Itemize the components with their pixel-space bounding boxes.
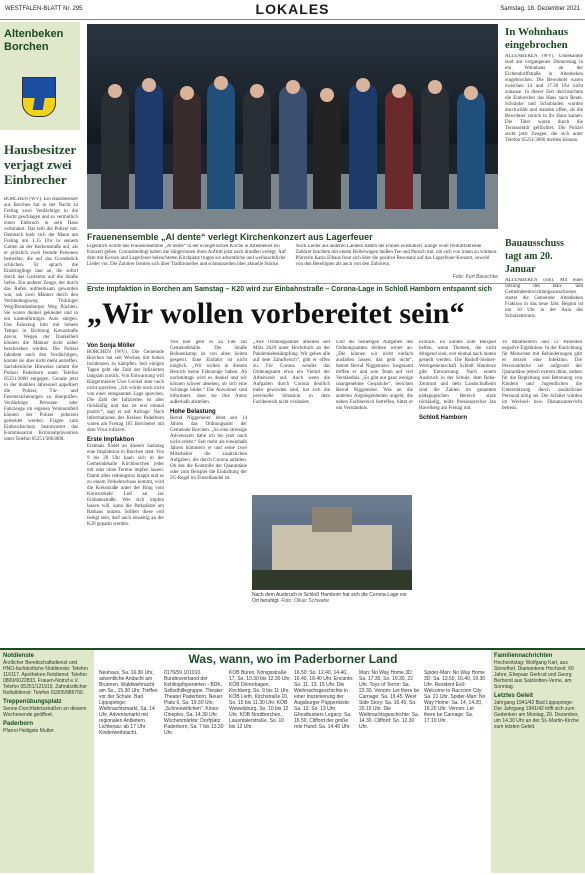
listing-entry: Hochzeitstag: Wolfgang Karl, aus Stovelhof, Diamantene Hochzeit: 60 Jahre, Ehepaar Gertrud und Georg Berhorst aus Salzkotten-Verne, am Sonntag. <box>494 660 574 690</box>
story-headline: „Wir wollen vorbereitet sein“ <box>87 297 465 330</box>
hamborn-photo-credit: Foto: Oliver Schwabe <box>281 598 329 604</box>
right-listings <box>491 650 585 873</box>
photo-caption <box>87 232 498 280</box>
story-column-5 <box>419 340 496 640</box>
story-column-3 <box>253 340 330 490</box>
byline: Von Sonja Möller <box>87 343 136 349</box>
listings-column-6: Spider-Man: No Way Home 3D: Sa. 13.50, 16.40, 19.30 Uhr. Resident Evil: Welcome to Raccoon City: Sa. 21 Uhr. Spider-Man: No Way Home: Sa. 14, 14.20, 16.20 Uhr. Venom: Let there be Carnage: Sa. 17.10 Uhr. <box>424 670 486 724</box>
listings-column-2: 0176/59 101010. Bundesverband der Kehlkopfoperierten - BDK, Selbsthilfegruppe. Theater: Theater Paderborn, Neuer Platz 6, Sa. 19.30 Uhr, „Schneewittchen“. Kinos: Cineplex, Sa. 14.30 Uhr. Wochenmärkte: Dorfplatz Paderborn, Sa. 7 bis 13.30 Uhr. <box>164 670 224 736</box>
listing-entry: Senne-Durchfahrtsstraßen an diesem Wochenende geöffnet. <box>3 706 87 718</box>
listings-column-1: Neuhaus, Sa. 16.30 Uhr, adventliche Andacht am Brunnen. Waldweihnacht am So., 15.30 Uhr. Treffen vor der Schule. Bad Lippspringe: Weihnachtsmarkt, Sa. 14 Uhr, Adventsmarkt mit regionalen Anbietern. Lichtenau: ab 17 Uhr Kinderweihnacht. <box>99 670 158 736</box>
right-headline-1: In Wohnhaus eingebrochen <box>505 26 569 51</box>
page-header <box>0 0 585 20</box>
listings-column-5: Man: No Way Home 3D: Sa. 17.30, So. 19.30, 22 Uhr. Toys of Terror: Sa. 23.30. Venom: Let there be Carnage: Sa. 19.45. West Side Story: Sa. 16.45, So. 20.15 Uhr. Die Weihnachtsgeschichte: Sa. 14.30. Clifford: So. 12.30 Uhr. <box>359 670 420 730</box>
listings-column-4: 16.50: So. 12.40, 14.40, 16.40, 18.40 Uhr. Encanto: So. 11, 13, 15 Uhr. Die Weihnachsgeschichte in einer Inszenierung der Augsburger Puppenkiste: Sa. 13: So. 13 Uhr. Ghostbusters Legacy: Sa. 16.50. Clifford der große rote Hund: Sa. 14.40 Uhr. <box>294 670 354 730</box>
story-column-2 <box>170 340 247 640</box>
ensemble-photo <box>87 24 498 229</box>
sidebar-headline: Hausbesitzer verjagt zwei Einbrecher <box>4 142 76 187</box>
hamborn-photo <box>252 495 412 590</box>
right-headline-2: Bauausschuss tagt am 20. Januar <box>505 238 564 275</box>
right-article-2: ALTENBEKEN (om). Mit einer Sitzung des Bau- und Gemeindeentwicklungsausschusses startet die Gemeinde Altenbeken Fraktion in das neue Jahr. Beginn ist um 18 Uhr in der Aula des Schulzentrums. <box>505 278 583 319</box>
story-text-4: Bernd Niggemeier leitet seit 14 Jahren das Ordnungsamt der Gemeinde Borchen. „So eine stressige Adventszeit habe ich bis jetzt noch nicht erlebt.“ Seit mehr als eineinhalb Jahren kümmern er und seine zwei Mitarbeiter die zusätzlichen Aufgaben, die durch Corona anfallen. Ob das die Kontrolle der Quarantäne oder zum Beispiel die Einhaltung der 2G-Regel im Einzelhandel ist. <box>170 416 247 481</box>
story-text-1: BORCHEN (WV). Die Gemeinde Borchen hat seit Wochen mit hohen Inzidenzen zu kämpfen. Seit einigen Tagen geht die Zahl der Infizierten langsam zurück. Von Entwarnung will Bürgermeister Uwe Gockel aber noch nicht sprechen. „Ich würde noch nicht von einer entspannten Lage sprechen. Die Zahl der Infizierten ist aber rückläufig und das ist erst einmal positiv“, sagt er auf Anfrage. Nach Informationen des Kreises Paderborn waren am Freitag 105 Borchener mit dem Virus infiziert. <box>87 350 164 433</box>
sidebar-article-text: BORCHEN (WV). Ein Hausbesitzer aus Borchen hat in der Nacht zu Freitag zwei Verdächtige in die Flucht geschlagen und so vermutlich einen Einbruch in sein Haus verhindert. Das teilt die Polizei mit. Demnach hielt sich der Mann am Freitag um 1.15 Uhr in seinem Garten an der Kerkenstraße auf, als er plötzlich zwei fremde Personen bemerkte, die auf das Grundstück schlichen. Er sprach die Eindringlinge laut an, die sofort durch das Gartentor auf die Straße liefen. Ein anderer Zeuge, der durch das Rufen aufmerksam geworden war, sah zwei Männer durch den Verbindungsweg Thüringer Weg/Brandenburger Weg flüchten. Sie waren dunkel gekleidet und in ein kastenförmiges Auto stiegen. Das Fahrzeug fuhr mit hohem Tempo in Richtung Kreuzstraße davon. Wegen der Dunkelheit können die Männer nicht näher beschrieben werden. Die Polizei fahndete nach den Verdächtigen, konnte sie aber nicht mehr antreffen. Sachdienliche Hinweise nimmt die Polizei Paderborn unter Telefon 05251/3060 entgegen. Gerade jetzt in der dunklen Jahreszeit appelliert die Polizei, Tür- und Fenstersicherungen zu überprüfen. Verdächtige Personen oder Fahrzeuge im eigenen Wohnumfeld können der Polizei jederzeit gemeldet werden. Fragen zum Einbruchschutz beantwortet das Kommissariat Kriminalprävention unter Telefon 05251/3063000. <box>4 197 78 442</box>
coat-of-arms-icon <box>22 77 56 117</box>
place-names: Altenbeken Borchen <box>4 28 64 53</box>
listing-category: Treppenübungsplatz <box>3 699 62 705</box>
listings-title: Was, wann, wo im Paderborner Land <box>188 652 398 666</box>
story-column-4 <box>336 340 413 490</box>
left-sidebar <box>0 22 80 632</box>
subhead-hamborn: Schloß Hamborn <box>419 415 468 421</box>
left-listings <box>0 650 94 873</box>
issue-date: Samstag, 18. Dezember 2021 <box>500 6 580 12</box>
photo-credit: Foto: Kurt Bauschke <box>452 274 498 280</box>
story-text-7: Einfach. Es könnte zum Beispiel helfen, wenn Themen, die nicht dringend sind, erst einmal nach hinten gestellt werden. Die Rudolf-Steiner-Werkgemeinschaft Schloß Hamborn gibt Entwarnung: Nach einem Ausbruch in der Schule, dem Reha-Zentrum und dem Landschulheim sind die Zahlen im gesamten pädagogischen Bereich stark rückläufig, teilte Pressesprecher Jan Havelberg am Freitag mit. <box>419 340 496 411</box>
subhead-belastung: Hohe Belastung <box>170 409 216 415</box>
hamborn-photo-caption <box>252 592 412 604</box>
listing-category: Paderborn <box>3 721 34 727</box>
listing-category: Familiennachrichten <box>494 653 553 659</box>
story-column-6 <box>502 340 582 640</box>
story-text-5: „Alle Ordnungsämter arbeiten seit März 2020 unter Hochdruck an der Pandemiebekämpfung. Wir gehen alle auf dem Zahnfleisch“, gibt er offen zu. Für Corona wendet das Ordnungsamt etwa ein Viertel der Arbeitszeit auf. Auch wenn die Aufgaben durch Corona deutlich mehr geworden sind, hat sich die personelle Situation in dem Fachbereich nicht verändert. <box>253 340 330 405</box>
listing-entry: Pfarrei Heiligste Mutter. <box>3 728 55 734</box>
story-text-8: 16 Mitarbeitern und 12 Patienten negative Ergebnisse. In der Einrichtung für Menschen mit Behinderungen gibt es derzeit eine Infektion. Die Personaldecke sei aufgrund der Quarantäne jedoch extrem dünn, sodass für die Begleitung und Betreuung von Kindern und Jugendlichen die Unterstützung durch zusätzliches Personal nötig sei. Die Schüler würden im Wechsel- bzw. Distanzunterricht betreut. <box>502 340 582 411</box>
listing-entry: Ärztlicher Bereitschaftsdienst und HNO-fachärztliche Notdienste: Telefon 116117. Apotheken-Notdienst: Telefon 0800/0022833. Frauen-Notruf e.V. Telefon 05251/121919. Zahnärztlicher Notfalldienst: Telefon 01805/986700. <box>3 660 88 696</box>
story-text-2: Erstmals findet an diesem Samstag eine Impfaktion in Borchen statt. Von 9 bis 20 Uhr kann sich in der Gemeindehalle Kirchborchen jeder mit oder ohne Termin impfen lassen. Damit alles reibungslos klappt und es zu einem Verkehrschaos kommt, wird die Kreisstraße unter der Brug vom Kreisverkehr Lidl an zur Einbahnstraße. Wer sich impfen lassen will, kann die Parkplätze am Rathaus nutzen. Sollten diese voll belegt sein, darf auch einseitig an der K20 geparkt werden. <box>87 444 164 527</box>
section-title: LOKALES <box>255 1 330 17</box>
caption-text: Eigentlich wollte das Frauenensemble „Al dente“ in der evangelischen Kirche in Altenbeken ein Konzert geben. Coronabedingt haben die Sängerinnen ihren Auftritt jetzt nach draußen verlegt. Auf dem mit Kerzen und Lagerfeuer beleuchteten Kirchplatz trugen sie adventliche und weihnachtliche Lieder vor. Die Zuhörer freuten sich über Traditionelles und schmunzelten über aktuelle Stücke. Auch Lieder aus anderen Ländern hatten die Frauen einstudiert. Einige wohl freiluftfahrende Zuhörer brachten mit einem Bollerwagen heißen Tee und Punsch mit, um sich von innen zu wärmen. Pfarrerin Karin Elhaus freut sich über die positive Resonanz auf das Lagerfeuer-Konzert, sowohl von den Beteiligten als auch von den Zuhörern. <box>87 244 498 267</box>
subhead-impfaktion: Erste Impfaktion <box>87 437 135 443</box>
story-kicker: Erste Impfaktion in Borchen am Samstag – K20 wird zur Einbahnstraße – Corona-Lage in Schloß Hamborn entspannt sich <box>87 283 583 295</box>
hamborn-caption-text: Nach dem Ausbruch in Schloß Hamborn hat sich die Corona-Lage vor Ort beruhigt. <box>252 592 407 604</box>
newspaper-issue: WESTFALEN-BLATT Nr. 295 <box>5 6 83 12</box>
place-box <box>0 22 80 130</box>
story-column-1 <box>87 340 164 640</box>
listings-column-3: KÖB Büren, Königsstraße 17, So. 10.30 bis 12.30 Uhr. KÖB Dörenhagen, Kirchberg, So. 9 bis 11 Uhr. KÖB Lieth, Kirchstraße 10, So. 10 bis 11.30 Uhr. KÖB Wewelsburg, So. 10 bis 12 Uhr. KÖB Nordborchen, Lauentalerstraße, So. 10 bis 12 Uhr. <box>229 670 291 730</box>
story-text-6: Und die bisherigen Aufgaben des Ordnungsamtes bleiben weiter an. „Die können wir nicht einfach ausfallen lassen, das geht nicht“, betont Bernd Niggemeier. Insgesamt treffen er und sein Team auf viel Verständnis. „Es gibt nur ganz wenige unangenehme Gespräche“, berichtet Bernd Niggemeier. Was an die anderen Angelegenheiten angeht, die neben Fachbereich betreffen, bittet er um Verständnis. <box>336 340 413 411</box>
listings-section <box>0 648 585 875</box>
caption-title: Frauenensemble „Al dente“ verlegt Kirchenkonzert aus Lagerfeuer <box>87 232 373 242</box>
listing-entry: Jahrgang 1941/42 Bad Lippspringe: Der Jahrgang 1941/42 trifft sich zum Gedenken am Montag, 20. Dezember, um 14.30 Uhr an der St.-Martin-Kirche zum letzten Geleit. <box>494 700 579 730</box>
story-text-3: Von hier geht es zu Fuß zur Gemeindehalle. Die Straße Bohnenkamp ist von allen Seiten gesperrt. Eine Einfahrt ist nicht möglich. „Wir wollen in diesem Bereich keine Fahrzeuge haben. Ab nachmittags wird es dunkel und wir können schwer absehen, ob sich eine Schlange bildet.“ Die Anwohner sind informiert, dass sie ihre Autos außerhalb abstellen. <box>170 340 247 405</box>
listing-category: Letztes Geleit <box>494 693 534 699</box>
listing-category: Notdienste <box>3 653 35 659</box>
right-article-1: ALTENBEKEN (WV). Unbekannte sind am vergangenen Donnerstag in ein Wohnhaus an der Eichendorffstraße in Altenbeken eingebrochen. Die Bewohner waren zwischen 14 und 17.30 Uhr nicht zuhause. In dieser Zeit durchsuchten die Einbrecher das Haus nach Beute. Schränke und Schubladen wurden durchwühlt und standen offen, als die Bewohner zurück in ihr Haus kamen. Die Täter waren durch die Terrassentür geflüchtet. Die Polizei sucht jetzt Zeugen, die sich unter Telefon 05251/3060 melden können. <box>505 54 583 143</box>
